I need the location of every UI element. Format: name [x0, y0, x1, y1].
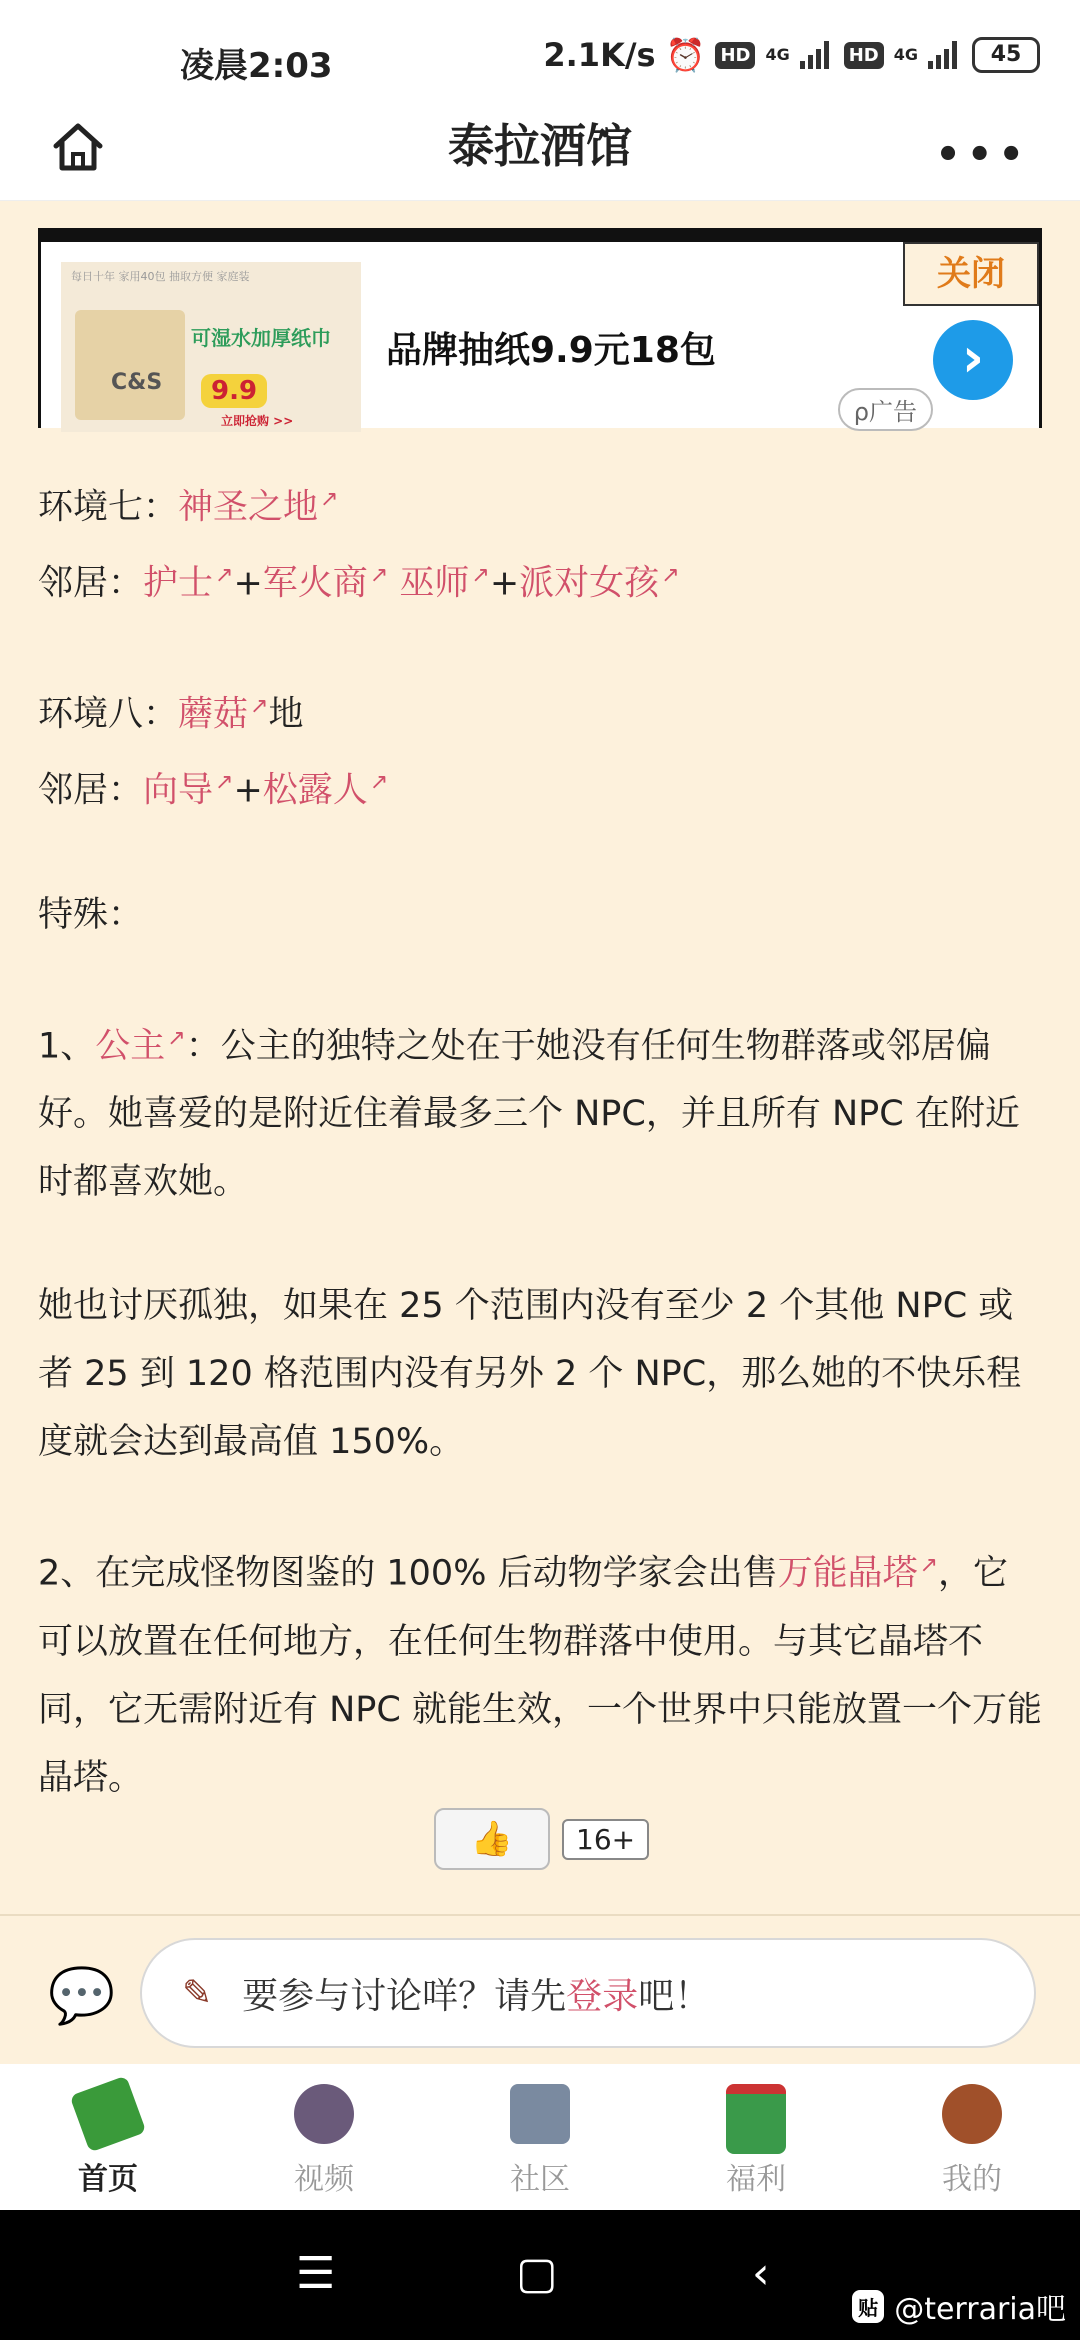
signal-type-2: 4G: [893, 45, 918, 64]
ad-thumb-price: 9.9: [201, 374, 267, 408]
p1-prefix: 1、: [38, 1026, 96, 1067]
signal-type-1: 4G: [765, 45, 790, 64]
alarm-icon: ⏰: [665, 36, 706, 74]
tab-community-label: 社区: [510, 2162, 570, 2197]
plus-sign: +: [233, 563, 263, 604]
neighbors8-label: 邻居：: [38, 770, 144, 811]
tab-mine[interactable]: [882, 2064, 1062, 2210]
ad-close-button[interactable]: 关闭: [903, 242, 1039, 306]
paragraph-lonely: 她也讨厌孤独，如果在 25 个范围内没有至少 2 个其他 NPC 或者 25 到 120 格范围内没有另外 2 个 NPC，那么她的不快乐程度就会达到最高值 150%。: [38, 1286, 1022, 1463]
more-options-icon[interactable]: •••: [935, 132, 1030, 178]
tab-welfare-label: 福利: [726, 2162, 786, 2197]
ad-thumb-logo: C&S: [111, 370, 163, 395]
link-nurse[interactable]: 护士: [143, 563, 214, 604]
home-square-icon[interactable]: ▢: [516, 2248, 558, 2299]
link-princess[interactable]: 公主: [95, 1026, 166, 1067]
paragraph-princess: [38, 1005, 1042, 1217]
external-link-icon: ↗: [215, 562, 234, 588]
p3-prefix: 2、在完成怪物图鉴的 100% 后动物学家会出售: [38, 1553, 778, 1594]
ad-tag: ρ广告: [838, 388, 933, 431]
external-link-icon: ↗: [661, 562, 680, 588]
reply-bar: [0, 1914, 1080, 2066]
env8-label: 环境八：: [38, 694, 179, 735]
ad-image[interactable]: [61, 262, 361, 432]
status-bar: [0, 0, 1080, 118]
status-icons: [543, 36, 1040, 74]
signal-bars-icon: [800, 41, 834, 69]
article-content: [38, 466, 1042, 1812]
home-book-icon: [70, 2076, 147, 2153]
ad-go-arrow-icon[interactable]: ›: [933, 320, 1013, 400]
external-link-icon: ↗: [320, 487, 339, 512]
external-link-icon: ↗: [369, 769, 389, 795]
comment-bubble-icon[interactable]: 💬: [48, 1964, 116, 2027]
neighbors7-label: 邻居：: [38, 563, 144, 604]
reply-prompt-suffix: 吧！: [638, 1975, 711, 2017]
like-count: 16+: [562, 1819, 649, 1860]
ad-thumb-brand: 可湿水加厚纸巾: [191, 326, 331, 350]
paragraph-pylon: [38, 1532, 1042, 1812]
p1-text: ：公主的独特之处在于她没有任何生物群落或邻居偏好。她喜爱的是附近住着最多三个 NPC，并且所有 NPC 在附近时都喜欢她。: [38, 1026, 1020, 1203]
menu-icon[interactable]: ☰: [296, 2248, 336, 2299]
login-link[interactable]: 登录: [566, 1975, 639, 2017]
external-link-icon: ↗: [471, 562, 490, 588]
tissue-box-image: [75, 310, 185, 420]
bottom-tab-bar: [0, 2064, 1080, 2210]
status-time: 凌晨2:03: [180, 46, 333, 86]
gift-icon: [726, 2084, 786, 2154]
env7-line: [38, 466, 1042, 542]
tieba-logo: 贴: [852, 2290, 884, 2323]
tab-home-label: 首页: [78, 2162, 138, 2197]
battery-icon: 45: [972, 37, 1040, 73]
tab-welfare[interactable]: [666, 2064, 846, 2210]
like-button[interactable]: [434, 1808, 550, 1870]
external-link-icon: ↗: [919, 1553, 939, 1579]
plus-sign: +: [489, 563, 520, 604]
link-guide[interactable]: 向导: [143, 770, 214, 811]
link-truffle[interactable]: 松露人: [262, 770, 368, 811]
signal-bars-icon-2: [928, 41, 962, 69]
reply-prompt: 要参与讨论咩？请先: [242, 1975, 567, 2017]
neighbors8-line: [38, 749, 1042, 825]
env7-label: 环境七：: [38, 487, 179, 528]
watermark: [852, 2284, 1066, 2328]
tab-video[interactable]: [234, 2064, 414, 2210]
link-universal-pylon[interactable]: 万能晶塔: [777, 1553, 918, 1594]
special-heading: 特殊：: [38, 894, 144, 935]
ad-headline[interactable]: 品牌抽纸9.9元18包: [386, 330, 716, 371]
tv-icon: [294, 2084, 354, 2144]
network-speed: 2.1K/s: [543, 36, 656, 74]
link-holy-land[interactable]: 神圣之地: [178, 487, 319, 528]
tab-video-label: 视频: [294, 2162, 354, 2197]
like-row: [434, 1808, 649, 1870]
external-link-icon: ↗: [215, 769, 234, 795]
tab-community[interactable]: [450, 2064, 630, 2210]
p3-text: ，它可以放置在任何地方，在任何生物群落中使用。与其它晶塔不同，它无需附近有 NPC 就能生效，一个世界中只能放置一个万能晶塔。: [38, 1553, 1042, 1798]
thumbs-up-icon: 👍: [470, 1819, 514, 1859]
monitor-icon: [510, 2084, 570, 2144]
link-party-girl[interactable]: 派对女孩: [519, 563, 660, 604]
external-link-icon: ↗: [250, 694, 269, 720]
back-icon[interactable]: ‹: [752, 2248, 770, 2299]
avatar-icon: [942, 2084, 1002, 2144]
env8-line: [38, 673, 1042, 749]
tab-home[interactable]: [18, 2064, 198, 2210]
app-bar: [0, 118, 1080, 201]
plus-sign: +: [233, 770, 263, 811]
pen-icon: ✎: [182, 1972, 213, 2014]
external-link-icon: ↗: [369, 562, 389, 588]
page-title: 泰拉酒馆: [448, 119, 632, 173]
link-mushroom[interactable]: 蘑菇: [178, 694, 249, 735]
hd-icon-2: HD: [844, 42, 884, 69]
link-arms-dealer[interactable]: 军火商: [262, 563, 368, 604]
ad-thumb-buy: 立即抢购 >>: [221, 414, 294, 428]
watermark-text: @terraria吧: [894, 2292, 1066, 2327]
link-wizard[interactable]: 巫师: [399, 563, 470, 604]
comment-input[interactable]: [140, 1938, 1036, 2048]
hd-icon: HD: [715, 42, 755, 69]
tab-mine-label: 我的: [942, 2162, 1002, 2197]
env8-suffix: 地: [268, 694, 304, 735]
neighbors7-line: [38, 542, 1042, 618]
external-link-icon: ↗: [167, 1025, 186, 1051]
ad-banner[interactable]: [38, 228, 1042, 428]
ad-thumb-topline: 每日十年 家用40包 抽取方便 家庭装: [71, 270, 250, 283]
